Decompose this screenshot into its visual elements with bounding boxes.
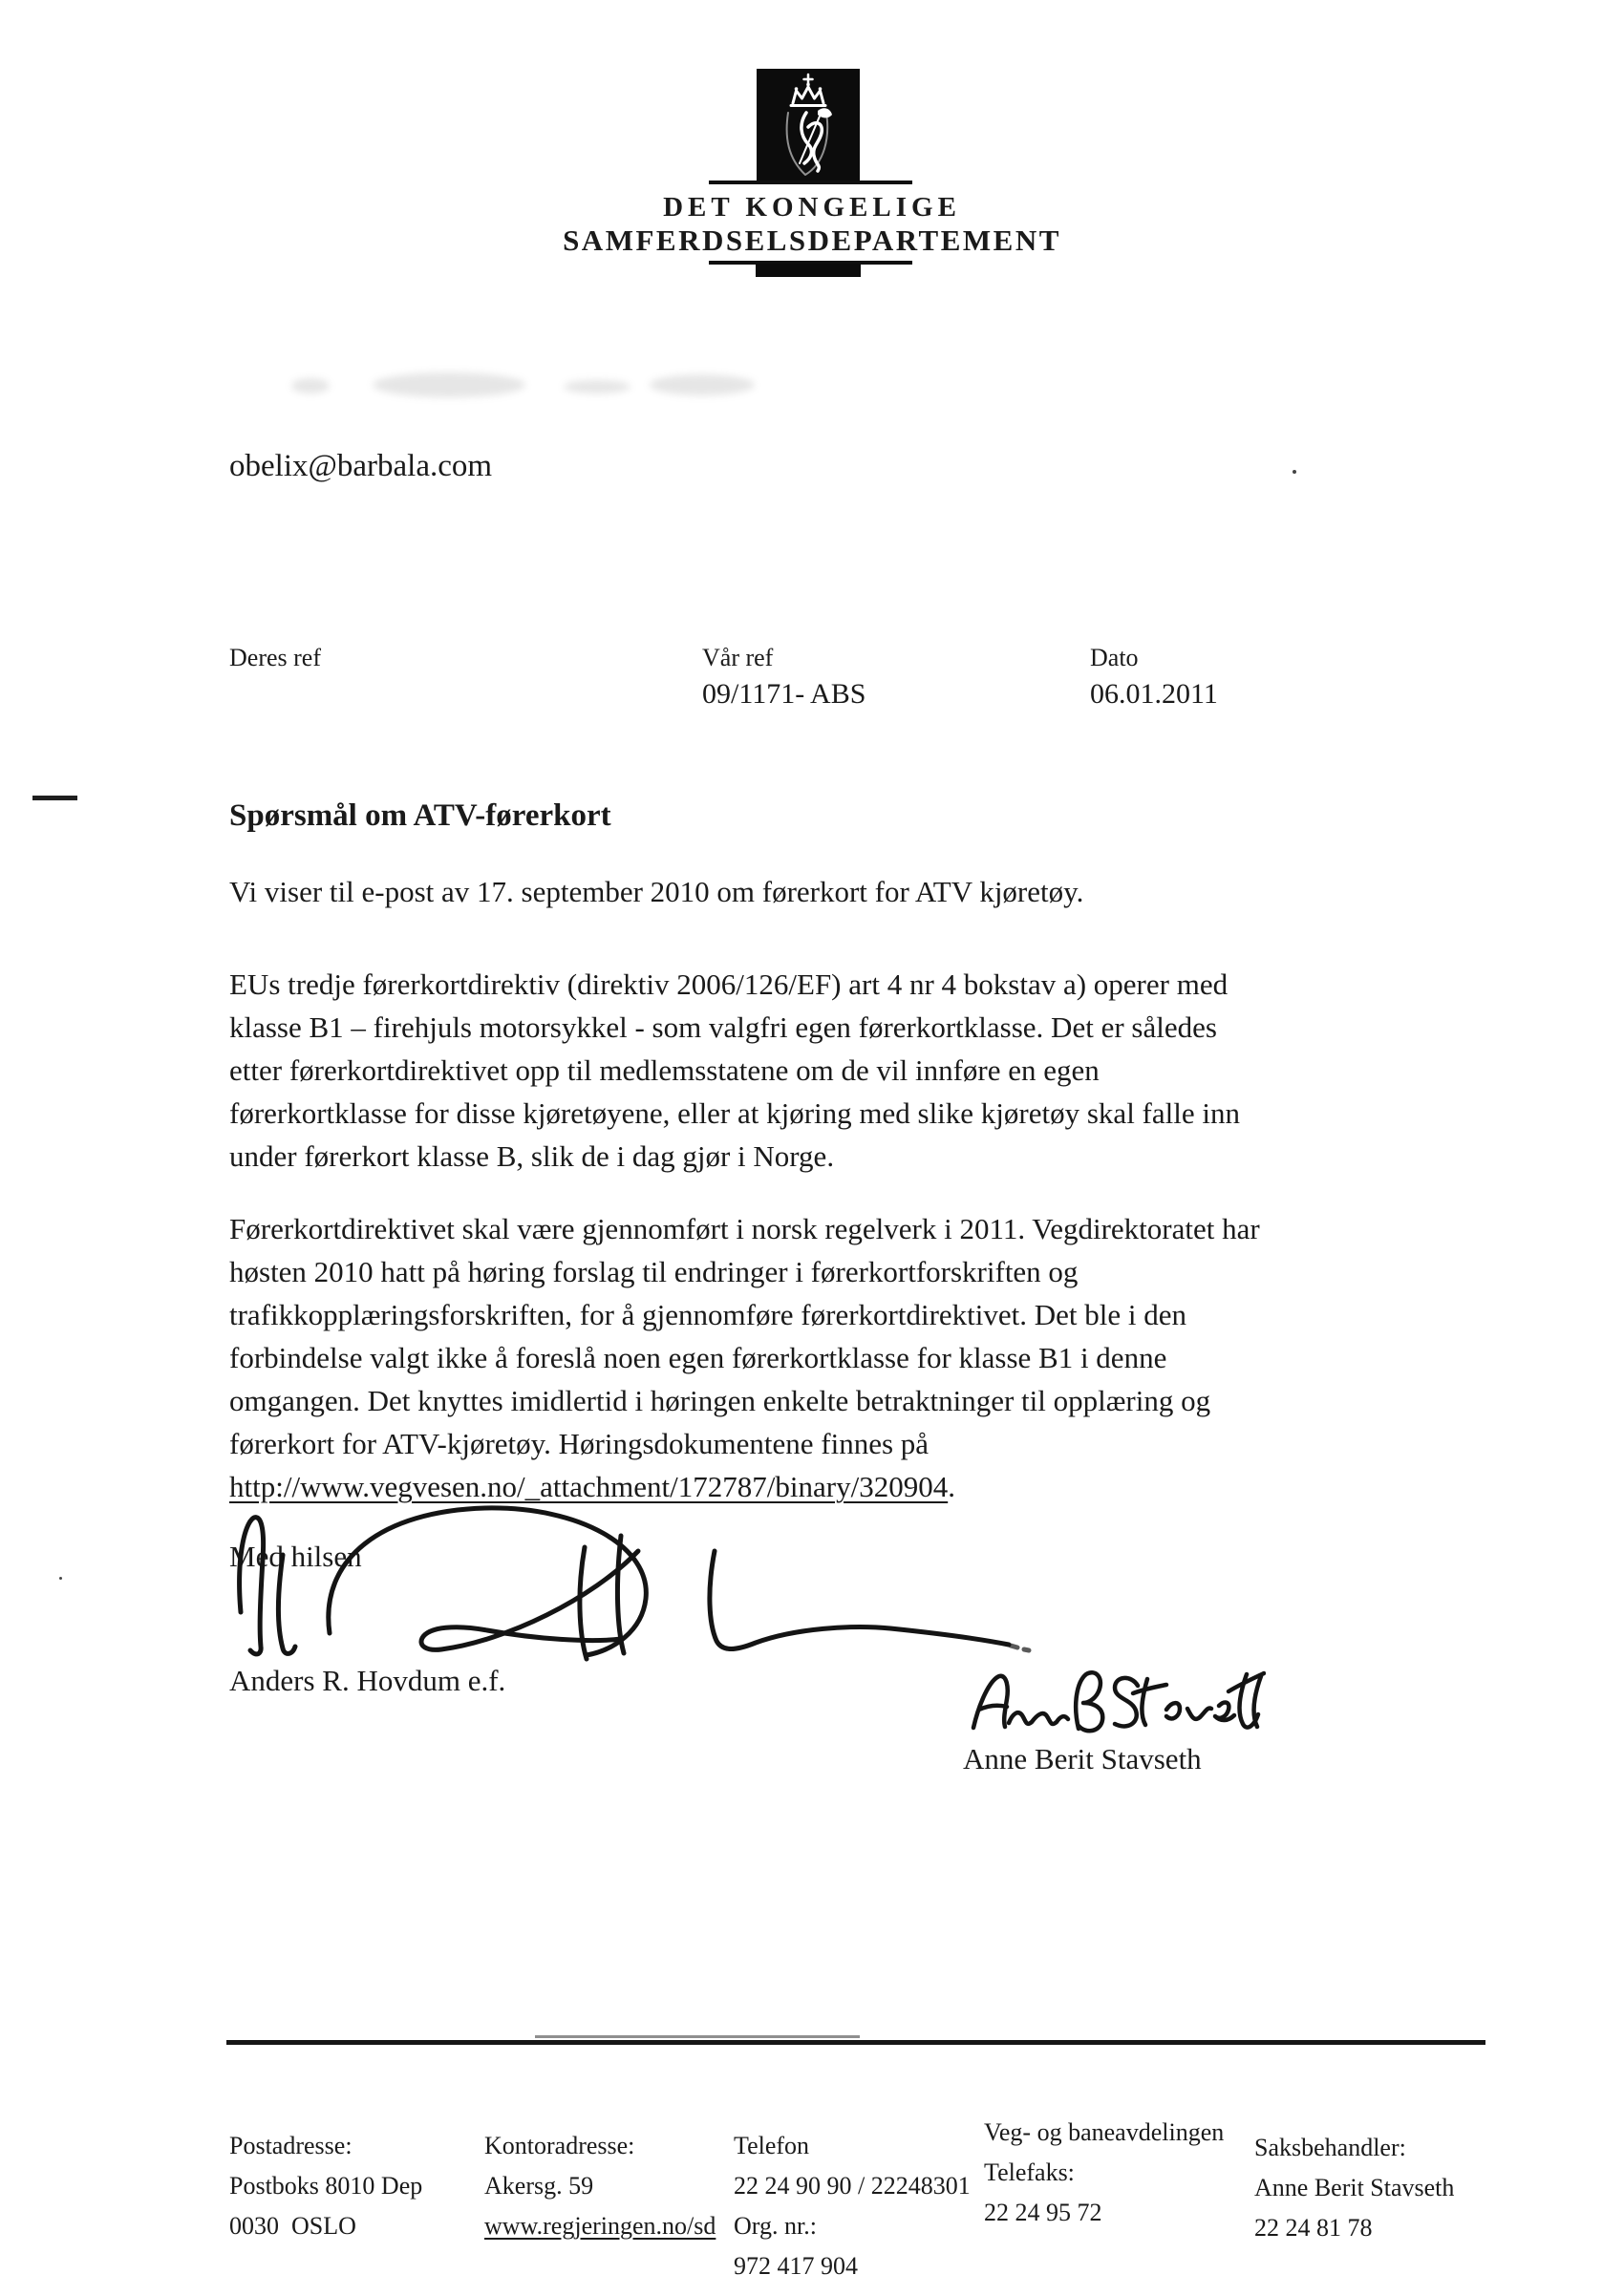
text-line: klasse B1 – firehjuls motorsykkel - som valgfri egen førerkortklasse. Det er således bbox=[229, 1010, 1217, 1044]
scan-artifact-smudge bbox=[564, 380, 630, 393]
footer-telephone bbox=[734, 2126, 971, 2286]
footer-caseworker bbox=[1254, 2128, 1454, 2248]
text-line: førerkortklasse for disse kjøretøyene, eller at kjøring med slike kjøretøy skal falle inn bbox=[229, 1096, 1240, 1130]
dato-value: 06.01.2011 bbox=[1090, 678, 1218, 710]
signature-scrawl-anders bbox=[220, 1499, 1041, 1676]
intro-line: Vi viser til e-post av 17. september 2010 om førerkort for ATV kjøretøy. bbox=[229, 875, 1084, 908]
text-line: omgangen. Det knyttes imidlertid i høringen enkelte betraktninger til opplæring og bbox=[229, 1384, 1211, 1417]
text-line: 972 417 904 bbox=[734, 2252, 858, 2280]
link-suffix: . bbox=[948, 1470, 955, 1503]
footer-rule-smear bbox=[535, 2035, 860, 2038]
signer1-name: Anders R. Hovdum e.f. bbox=[229, 1664, 506, 1697]
text-line: Org. nr.: bbox=[734, 2212, 817, 2240]
paragraph-2-lines bbox=[229, 1207, 1260, 1465]
deres-ref-label: Deres ref bbox=[229, 644, 321, 671]
hearing-documents-link[interactable]: http://www.vegvesen.no/_attachment/172787/binary/320904 bbox=[229, 1470, 949, 1503]
salutation: Med hilsen bbox=[229, 1540, 362, 1573]
text-line: Førerkortdirektivet skal være gjennomført i norsk regelverk i 2011. Vegdirektoratet har bbox=[229, 1212, 1260, 1245]
footer-postal-address bbox=[229, 2126, 422, 2246]
text-line: Telefon bbox=[734, 2132, 810, 2159]
text-line: Anne Berit Stavseth bbox=[1254, 2174, 1455, 2201]
ministry-website-link[interactable]: www.regjeringen.no/sd bbox=[484, 2212, 716, 2240]
scan-artifact-speck bbox=[1293, 470, 1296, 474]
ministry-emblem bbox=[757, 69, 860, 183]
text-line: Postboks 8010 Dep bbox=[229, 2172, 423, 2200]
text-line: forbindelse valgt ikke å foreslå noen egen førerkortklasse for klasse B1 i denne bbox=[229, 1341, 1167, 1374]
text-line: høsten 2010 hatt på høring forslag til endringer i førerkortforskriften og bbox=[229, 1255, 1079, 1288]
letterhead-line1: DET KONGELIGE bbox=[663, 192, 961, 223]
signature-scrawl-anne bbox=[960, 1667, 1266, 1747]
recipient-email: obelix@barbala.com bbox=[229, 449, 493, 483]
text-line: Akersg. 59 bbox=[484, 2172, 594, 2200]
footer-office-lines bbox=[484, 2126, 716, 2206]
text-line: trafikkopplæringsforskriften, for å gjennomføre førerkortdirektivet. Det ble i den bbox=[229, 1298, 1187, 1331]
paragraph-1 bbox=[229, 963, 1240, 1178]
scan-artifact-speck bbox=[59, 1577, 62, 1580]
text-line: Telefaks: bbox=[984, 2158, 1075, 2186]
footer-office-address bbox=[484, 2126, 716, 2246]
text-line: 22 24 81 78 bbox=[1254, 2214, 1373, 2242]
footer-rule bbox=[226, 2040, 1485, 2045]
var-ref-value: 09/1171- ABS bbox=[702, 678, 866, 710]
subject-heading: Spørsmål om ATV-førerkort bbox=[229, 798, 611, 833]
letterhead-rule-top bbox=[709, 181, 912, 184]
text-line: 22 24 95 72 bbox=[984, 2199, 1102, 2226]
scan-artifact-smudge bbox=[373, 372, 525, 397]
signer2-name: Anne Berit Stavseth bbox=[963, 1742, 1202, 1775]
text-line: Postadresse: bbox=[229, 2132, 353, 2159]
paragraph-2 bbox=[229, 1207, 1260, 1508]
scan-artifact-smudge bbox=[650, 374, 755, 395]
text-line: Saksbehandler: bbox=[1254, 2134, 1406, 2161]
left-margin-mark bbox=[32, 796, 77, 800]
text-line: etter førerkortdirektivet opp til medlemsstatene om de vil innføre en egen bbox=[229, 1053, 1100, 1087]
text-line: 0030 OSLO bbox=[229, 2212, 356, 2240]
letterhead-line2: SAMFERDSELSDEPARTEMENT bbox=[563, 223, 1061, 257]
letterhead-bar bbox=[756, 264, 861, 277]
var-ref-label: Vår ref bbox=[702, 644, 774, 671]
text-line: 22 24 90 90 / 22248301 bbox=[734, 2172, 971, 2200]
footer-department bbox=[984, 2113, 1224, 2233]
text-line: under førerkort klasse B, slik de i dag gjør i Norge. bbox=[229, 1139, 835, 1173]
scan-artifact-smudge bbox=[291, 378, 330, 393]
text-line: førerkort for ATV-kjøretøy. Høringsdokumentene finnes på bbox=[229, 1427, 930, 1460]
text-line: Veg- og baneavdelingen bbox=[984, 2118, 1225, 2146]
text-line: Kontoradresse: bbox=[484, 2132, 635, 2159]
text-line: EUs tredje førerkortdirektiv (direktiv 2006/126/EF) art 4 nr 4 bokstav a) operer med bbox=[229, 967, 1229, 1001]
dato-label: Dato bbox=[1090, 644, 1139, 671]
norwegian-coat-of-arms-icon bbox=[757, 69, 860, 183]
